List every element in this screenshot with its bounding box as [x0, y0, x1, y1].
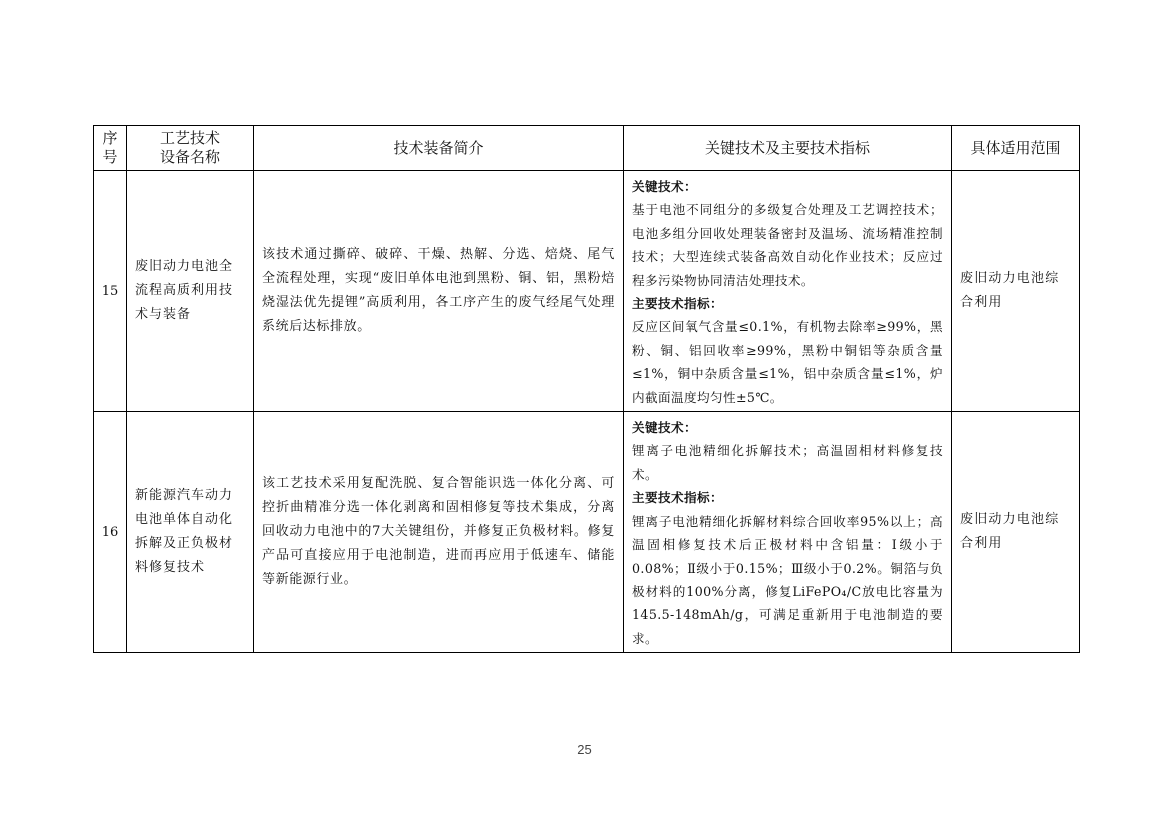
- header-serial-number: 序号: [94, 126, 127, 171]
- key-technology-text: 锂离子电池精细化拆解技术；高温固相材料修复技术。: [632, 443, 943, 482]
- table-row: [94, 171, 1080, 412]
- row-key-technology-cell: [624, 412, 952, 653]
- row-application-scope: 废旧动力电池综合利用: [952, 412, 1080, 653]
- row-serial-number: 15: [94, 171, 127, 412]
- key-technology-text: 基于电池不同组分的多级复合处理及工艺调控技术；电池多组分回收处理装备密封及温场、流场精准控制技术；大型连续式装备高效自动化作业技术；反应过程多污染物协同清洁处理技术。: [632, 202, 943, 288]
- row-serial-number: 16: [94, 412, 127, 653]
- header-key-technology: 关键技术及主要技术指标: [624, 126, 952, 171]
- indicators-label: 主要技术指标：: [632, 296, 723, 312]
- header-introduction: 技术装备简介: [254, 126, 624, 171]
- page-number: 25: [577, 742, 592, 757]
- key-technology-label: 关键技术：: [632, 179, 697, 194]
- table-row: [94, 412, 1080, 653]
- row-key-technology-cell: [624, 171, 952, 412]
- row-technology-name: 废旧动力电池全流程高质利用技术与装备: [127, 171, 254, 412]
- header-technology-name: 工艺技术设备名称: [127, 126, 254, 171]
- table-header-row: [94, 126, 1080, 171]
- row-introduction: 该技术通过撕碎、破碎、干燥、热解、分选、焙烧、尾气全流程处理，实现“废旧单体电池到黑粉、铜、铝，黑粉焙烧湿法优先提锂”高质利用，各工序产生的废气经尾气处理系统后达标排放。: [254, 171, 624, 412]
- indicators-text: 反应区间氧气含量≤0.1%，有机物去除率≥99%，黑粉、铜、铝回收率≥99%，黑粉中铜铝等杂质含量≤1%，铜中杂质含量≤1%，铝中杂质含量≤1%，炉内截面温度均匀性±5℃。: [632, 319, 943, 405]
- key-technology-label: 关键技术：: [632, 420, 697, 436]
- indicators-label: 主要技术指标：: [632, 490, 723, 506]
- technology-table: [93, 125, 1080, 653]
- indicators-text: 锂离子电池精细化拆解材料综合回收率95%以上；高温固相修复技术后正极材料中含铝量：Ⅰ级小于0.08%；Ⅱ级小于0.15%；Ⅲ级小于0.2%。铜箔与负极材料的100%分离，修复LiFePO₄/C放电比容量为145.5-148mAh/g，可满足重新用于电池制造的要求。: [632, 513, 943, 646]
- row-technology-name: 新能源汽车动力电池单体自动化拆解及正负极材料修复技术: [127, 412, 254, 653]
- row-application-scope: 废旧动力电池综合利用: [952, 171, 1080, 412]
- row-introduction: 该工艺技术采用复配洗脱、复合智能识选一体化分离、可控折曲精准分选一体化剥离和固相修复等技术集成，分离回收动力电池中的7大关键组份，并修复正负极材料。修复产品可直接应用于电池制造，进而再应用于低速车、储能等新能源行业。: [254, 412, 624, 653]
- header-application-scope: 具体适用范围: [952, 126, 1080, 171]
